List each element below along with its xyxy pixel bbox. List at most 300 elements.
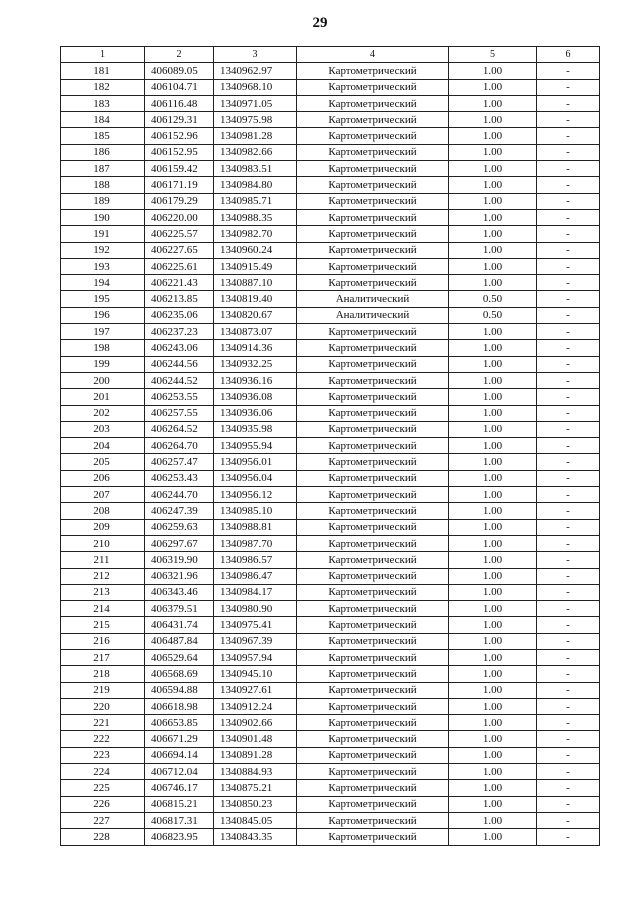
cell-note: - — [537, 829, 600, 845]
cell-note: - — [537, 307, 600, 323]
cell-point-number: 203 — [61, 421, 145, 437]
cell-method: Картометрический — [297, 112, 449, 128]
table-row — [61, 666, 600, 682]
cell-method: Картометрический — [297, 747, 449, 763]
cell-coordinate-y: 1340975.41 — [214, 617, 297, 633]
cell-note: - — [537, 796, 600, 812]
cell-coordinate-x: 406220.00 — [145, 209, 214, 225]
cell-note: - — [537, 682, 600, 698]
cell-point-number: 198 — [61, 340, 145, 356]
cell-coordinate-x: 406247.39 — [145, 503, 214, 519]
cell-coordinate-y: 1340967.39 — [214, 633, 297, 649]
cell-accuracy: 1.00 — [449, 275, 537, 291]
cell-coordinate-x: 406319.90 — [145, 552, 214, 568]
cell-point-number: 196 — [61, 307, 145, 323]
table-row — [61, 519, 600, 535]
cell-coordinate-y: 1340988.81 — [214, 519, 297, 535]
cell-note: - — [537, 193, 600, 209]
cell-point-number: 218 — [61, 666, 145, 682]
cell-accuracy: 1.00 — [449, 535, 537, 551]
cell-accuracy: 1.00 — [449, 63, 537, 79]
cell-note: - — [537, 209, 600, 225]
cell-coordinate-x: 406089.05 — [145, 63, 214, 79]
cell-note: - — [537, 535, 600, 551]
cell-coordinate-x: 406321.96 — [145, 568, 214, 584]
cell-method: Картометрический — [297, 356, 449, 372]
column-header: 2 — [145, 47, 214, 63]
cell-accuracy: 1.00 — [449, 584, 537, 600]
cell-note: - — [537, 649, 600, 665]
cell-coordinate-x: 406171.19 — [145, 177, 214, 193]
cell-note: - — [537, 275, 600, 291]
cell-accuracy: 1.00 — [449, 324, 537, 340]
cell-method: Картометрический — [297, 617, 449, 633]
table-row — [61, 812, 600, 828]
cell-note: - — [537, 340, 600, 356]
cell-method: Картометрический — [297, 552, 449, 568]
table-row — [61, 275, 600, 291]
table-row — [61, 829, 600, 845]
cell-accuracy: 1.00 — [449, 698, 537, 714]
cell-point-number: 194 — [61, 275, 145, 291]
cell-point-number: 206 — [61, 470, 145, 486]
cell-method: Картометрический — [297, 812, 449, 828]
cell-point-number: 221 — [61, 715, 145, 731]
cell-coordinate-x: 406159.42 — [145, 161, 214, 177]
cell-coordinate-x: 406817.31 — [145, 812, 214, 828]
cell-method: Картометрический — [297, 796, 449, 812]
cell-coordinate-y: 1340975.98 — [214, 112, 297, 128]
cell-coordinate-y: 1340936.06 — [214, 405, 297, 421]
cell-coordinate-x: 406297.67 — [145, 535, 214, 551]
cell-note: - — [537, 601, 600, 617]
cell-method: Картометрический — [297, 421, 449, 437]
cell-note: - — [537, 503, 600, 519]
cell-note: - — [537, 731, 600, 747]
cell-coordinate-y: 1340932.25 — [214, 356, 297, 372]
cell-coordinate-y: 1340960.24 — [214, 242, 297, 258]
table-row — [61, 291, 600, 307]
cell-method: Картометрический — [297, 193, 449, 209]
cell-accuracy: 1.00 — [449, 617, 537, 633]
cell-point-number: 226 — [61, 796, 145, 812]
table-row — [61, 731, 600, 747]
cell-note: - — [537, 747, 600, 763]
cell-note: - — [537, 242, 600, 258]
cell-accuracy: 1.00 — [449, 242, 537, 258]
table-header-row — [61, 47, 600, 63]
table-row — [61, 633, 600, 649]
cell-point-number: 199 — [61, 356, 145, 372]
cell-point-number: 186 — [61, 144, 145, 160]
cell-method: Картометрический — [297, 95, 449, 111]
cell-note: - — [537, 112, 600, 128]
table-row — [61, 715, 600, 731]
table-row — [61, 747, 600, 763]
cell-note: - — [537, 454, 600, 470]
cell-method: Картометрический — [297, 829, 449, 845]
table-row — [61, 324, 600, 340]
cell-coordinate-x: 406227.65 — [145, 242, 214, 258]
cell-point-number: 222 — [61, 731, 145, 747]
cell-note: - — [537, 389, 600, 405]
cell-accuracy: 1.00 — [449, 421, 537, 437]
table-row — [61, 796, 600, 812]
cell-coordinate-x: 406264.52 — [145, 421, 214, 437]
cell-note: - — [537, 470, 600, 486]
table-row — [61, 242, 600, 258]
cell-point-number: 188 — [61, 177, 145, 193]
cell-coordinate-x: 406712.04 — [145, 764, 214, 780]
cell-accuracy: 0.50 — [449, 291, 537, 307]
cell-coordinate-x: 406594.88 — [145, 682, 214, 698]
table-row — [61, 161, 600, 177]
cell-coordinate-y: 1340988.35 — [214, 209, 297, 225]
cell-note: - — [537, 226, 600, 242]
cell-coordinate-x: 406618.98 — [145, 698, 214, 714]
table-row — [61, 128, 600, 144]
cell-coordinate-y: 1340935.98 — [214, 421, 297, 437]
cell-coordinate-y: 1340985.10 — [214, 503, 297, 519]
cell-point-number: 208 — [61, 503, 145, 519]
cell-coordinate-x: 406235.06 — [145, 307, 214, 323]
table-row — [61, 112, 600, 128]
cell-accuracy: 1.00 — [449, 226, 537, 242]
cell-point-number: 216 — [61, 633, 145, 649]
cell-method: Картометрический — [297, 161, 449, 177]
column-header: 1 — [61, 47, 145, 63]
cell-method: Картометрический — [297, 487, 449, 503]
table-row — [61, 601, 600, 617]
cell-point-number: 212 — [61, 568, 145, 584]
cell-coordinate-y: 1340986.57 — [214, 552, 297, 568]
cell-coordinate-x: 406259.63 — [145, 519, 214, 535]
table-row — [61, 307, 600, 323]
cell-coordinate-x: 406653.85 — [145, 715, 214, 731]
cell-method: Картометрический — [297, 79, 449, 95]
cell-accuracy: 1.00 — [449, 161, 537, 177]
cell-coordinate-y: 1340884.93 — [214, 764, 297, 780]
cell-note: - — [537, 666, 600, 682]
cell-coordinate-x: 406221.43 — [145, 275, 214, 291]
cell-method: Картометрический — [297, 226, 449, 242]
cell-method: Картометрический — [297, 519, 449, 535]
table-row — [61, 552, 600, 568]
cell-accuracy: 1.00 — [449, 112, 537, 128]
cell-coordinate-y: 1340887.10 — [214, 275, 297, 291]
cell-point-number: 189 — [61, 193, 145, 209]
cell-coordinate-y: 1340936.16 — [214, 372, 297, 388]
cell-method: Картометрический — [297, 698, 449, 714]
cell-coordinate-y: 1340980.90 — [214, 601, 297, 617]
table-row — [61, 454, 600, 470]
cell-note: - — [537, 812, 600, 828]
cell-coordinate-y: 1340962.97 — [214, 63, 297, 79]
cell-accuracy: 1.00 — [449, 438, 537, 454]
table-row — [61, 63, 600, 79]
cell-coordinate-x: 406213.85 — [145, 291, 214, 307]
cell-coordinate-y: 1340984.80 — [214, 177, 297, 193]
table-row — [61, 568, 600, 584]
table-row — [61, 340, 600, 356]
table-row — [61, 177, 600, 193]
table-row — [61, 584, 600, 600]
table-row — [61, 649, 600, 665]
table-row — [61, 226, 600, 242]
cell-coordinate-y: 1340891.28 — [214, 747, 297, 763]
cell-accuracy: 1.00 — [449, 747, 537, 763]
cell-coordinate-y: 1340936.08 — [214, 389, 297, 405]
cell-coordinate-y: 1340945.10 — [214, 666, 297, 682]
cell-point-number: 227 — [61, 812, 145, 828]
cell-method: Картометрический — [297, 242, 449, 258]
cell-accuracy: 1.00 — [449, 470, 537, 486]
cell-method: Картометрический — [297, 764, 449, 780]
cell-accuracy: 1.00 — [449, 340, 537, 356]
cell-accuracy: 1.00 — [449, 193, 537, 209]
cell-coordinate-x: 406343.46 — [145, 584, 214, 600]
table-row — [61, 193, 600, 209]
cell-coordinate-y: 1340986.47 — [214, 568, 297, 584]
cell-coordinate-y: 1340843.35 — [214, 829, 297, 845]
cell-point-number: 211 — [61, 552, 145, 568]
cell-method: Картометрический — [297, 144, 449, 160]
cell-coordinate-x: 406264.70 — [145, 438, 214, 454]
cell-coordinate-x: 406379.51 — [145, 601, 214, 617]
cell-method: Картометрический — [297, 715, 449, 731]
cell-accuracy: 1.00 — [449, 552, 537, 568]
cell-point-number: 213 — [61, 584, 145, 600]
cell-accuracy: 1.00 — [449, 519, 537, 535]
cell-method: Картометрический — [297, 666, 449, 682]
cell-coordinate-y: 1340819.40 — [214, 291, 297, 307]
table-row — [61, 79, 600, 95]
cell-accuracy: 1.00 — [449, 780, 537, 796]
cell-note: - — [537, 715, 600, 731]
cell-coordinate-y: 1340971.05 — [214, 95, 297, 111]
cell-coordinate-x: 406244.52 — [145, 372, 214, 388]
cell-accuracy: 1.00 — [449, 601, 537, 617]
cell-coordinate-y: 1340982.66 — [214, 144, 297, 160]
cell-coordinate-y: 1340983.51 — [214, 161, 297, 177]
cell-accuracy: 1.00 — [449, 812, 537, 828]
cell-accuracy: 1.00 — [449, 633, 537, 649]
table-row — [61, 617, 600, 633]
cell-coordinate-x: 406179.29 — [145, 193, 214, 209]
cell-note: - — [537, 487, 600, 503]
table-row — [61, 209, 600, 225]
cell-accuracy: 1.00 — [449, 356, 537, 372]
cell-coordinate-x: 406431.74 — [145, 617, 214, 633]
cell-coordinate-y: 1340850.23 — [214, 796, 297, 812]
table-row — [61, 780, 600, 796]
table-body — [61, 63, 600, 845]
cell-coordinate-x: 406129.31 — [145, 112, 214, 128]
cell-note: - — [537, 764, 600, 780]
cell-point-number: 215 — [61, 617, 145, 633]
cell-accuracy: 1.00 — [449, 258, 537, 274]
cell-accuracy: 1.00 — [449, 128, 537, 144]
table-row — [61, 372, 600, 388]
cell-note: - — [537, 356, 600, 372]
cell-method: Картометрический — [297, 258, 449, 274]
cell-accuracy: 1.00 — [449, 503, 537, 519]
cell-coordinate-x: 406253.55 — [145, 389, 214, 405]
cell-note: - — [537, 95, 600, 111]
cell-note: - — [537, 144, 600, 160]
cell-point-number: 207 — [61, 487, 145, 503]
cell-point-number: 205 — [61, 454, 145, 470]
cell-accuracy: 1.00 — [449, 95, 537, 111]
cell-coordinate-x: 406116.48 — [145, 95, 214, 111]
cell-coordinate-y: 1340956.12 — [214, 487, 297, 503]
cell-point-number: 224 — [61, 764, 145, 780]
cell-note: - — [537, 633, 600, 649]
cell-method: Картометрический — [297, 503, 449, 519]
cell-coordinate-x: 406746.17 — [145, 780, 214, 796]
cell-method: Картометрический — [297, 177, 449, 193]
cell-point-number: 204 — [61, 438, 145, 454]
cell-method: Картометрический — [297, 405, 449, 421]
cell-accuracy: 1.00 — [449, 177, 537, 193]
cell-coordinate-x: 406244.70 — [145, 487, 214, 503]
cell-note: - — [537, 405, 600, 421]
cell-coordinate-y: 1340984.17 — [214, 584, 297, 600]
cell-coordinate-y: 1340875.21 — [214, 780, 297, 796]
cell-note: - — [537, 519, 600, 535]
cell-method: Картометрический — [297, 63, 449, 79]
cell-note: - — [537, 552, 600, 568]
cell-coordinate-y: 1340820.67 — [214, 307, 297, 323]
cell-coordinate-y: 1340845.05 — [214, 812, 297, 828]
cell-accuracy: 1.00 — [449, 487, 537, 503]
cell-note: - — [537, 698, 600, 714]
cell-coordinate-y: 1340985.71 — [214, 193, 297, 209]
table-row — [61, 356, 600, 372]
cell-accuracy: 1.00 — [449, 372, 537, 388]
cell-coordinate-y: 1340968.10 — [214, 79, 297, 95]
cell-method: Картометрический — [297, 389, 449, 405]
column-header: 5 — [449, 47, 537, 63]
table-row — [61, 144, 600, 160]
cell-note: - — [537, 568, 600, 584]
cell-method: Картометрический — [297, 275, 449, 291]
cell-note: - — [537, 177, 600, 193]
cell-method: Картометрический — [297, 633, 449, 649]
cell-note: - — [537, 584, 600, 600]
cell-accuracy: 1.00 — [449, 666, 537, 682]
cell-point-number: 200 — [61, 372, 145, 388]
cell-point-number: 197 — [61, 324, 145, 340]
cell-accuracy: 1.00 — [449, 731, 537, 747]
cell-point-number: 223 — [61, 747, 145, 763]
cell-coordinate-x: 406243.06 — [145, 340, 214, 356]
cell-method: Картометрический — [297, 454, 449, 470]
cell-coordinate-x: 406244.56 — [145, 356, 214, 372]
table-row — [61, 487, 600, 503]
cell-accuracy: 1.00 — [449, 454, 537, 470]
cell-note: - — [537, 161, 600, 177]
cell-point-number: 191 — [61, 226, 145, 242]
cell-method: Картометрический — [297, 682, 449, 698]
cell-point-number: 187 — [61, 161, 145, 177]
cell-coordinate-x: 406257.47 — [145, 454, 214, 470]
table-row — [61, 421, 600, 437]
cell-method: Картометрический — [297, 340, 449, 356]
cell-coordinate-x: 406225.57 — [145, 226, 214, 242]
cell-method: Картометрический — [297, 601, 449, 617]
cell-point-number: 184 — [61, 112, 145, 128]
cell-coordinate-x: 406104.71 — [145, 79, 214, 95]
cell-method: Аналитический — [297, 307, 449, 323]
cell-accuracy: 1.00 — [449, 405, 537, 421]
cell-point-number: 190 — [61, 209, 145, 225]
column-header: 3 — [214, 47, 297, 63]
cell-coordinate-y: 1340981.28 — [214, 128, 297, 144]
cell-coordinate-x: 406225.61 — [145, 258, 214, 274]
cell-coordinate-y: 1340956.04 — [214, 470, 297, 486]
cell-method: Картометрический — [297, 372, 449, 388]
table-row — [61, 470, 600, 486]
cell-note: - — [537, 258, 600, 274]
cell-method: Картометрический — [297, 438, 449, 454]
cell-accuracy: 1.00 — [449, 389, 537, 405]
cell-note: - — [537, 291, 600, 307]
cell-note: - — [537, 372, 600, 388]
cell-coordinate-y: 1340982.70 — [214, 226, 297, 242]
table-row — [61, 438, 600, 454]
column-header: 6 — [537, 47, 600, 63]
column-header: 4 — [297, 47, 449, 63]
table-row — [61, 258, 600, 274]
table-row — [61, 405, 600, 421]
cell-accuracy: 1.00 — [449, 796, 537, 812]
table-row — [61, 503, 600, 519]
cell-accuracy: 1.00 — [449, 715, 537, 731]
cell-coordinate-y: 1340914.36 — [214, 340, 297, 356]
cell-point-number: 220 — [61, 698, 145, 714]
cell-coordinate-x: 406237.23 — [145, 324, 214, 340]
cell-method: Картометрический — [297, 649, 449, 665]
cell-coordinate-y: 1340957.94 — [214, 649, 297, 665]
cell-accuracy: 1.00 — [449, 682, 537, 698]
cell-note: - — [537, 128, 600, 144]
cell-note: - — [537, 79, 600, 95]
cell-note: - — [537, 421, 600, 437]
cell-point-number: 228 — [61, 829, 145, 845]
cell-coordinate-y: 1340956.01 — [214, 454, 297, 470]
cell-method: Аналитический — [297, 291, 449, 307]
cell-coordinate-y: 1340902.66 — [214, 715, 297, 731]
table-row — [61, 682, 600, 698]
table-row — [61, 698, 600, 714]
cell-accuracy: 1.00 — [449, 144, 537, 160]
cell-note: - — [537, 780, 600, 796]
cell-method: Картометрический — [297, 209, 449, 225]
cell-point-number: 210 — [61, 535, 145, 551]
table-row — [61, 535, 600, 551]
cell-coordinate-y: 1340955.94 — [214, 438, 297, 454]
cell-coordinate-x: 406671.29 — [145, 731, 214, 747]
cell-coordinate-x: 406152.96 — [145, 128, 214, 144]
cell-coordinate-y: 1340987.70 — [214, 535, 297, 551]
cell-coordinate-x: 406815.21 — [145, 796, 214, 812]
table-row — [61, 95, 600, 111]
cell-note: - — [537, 63, 600, 79]
cell-coordinate-x: 406529.64 — [145, 649, 214, 665]
cell-coordinate-x: 406152.95 — [145, 144, 214, 160]
cell-accuracy: 1.00 — [449, 764, 537, 780]
